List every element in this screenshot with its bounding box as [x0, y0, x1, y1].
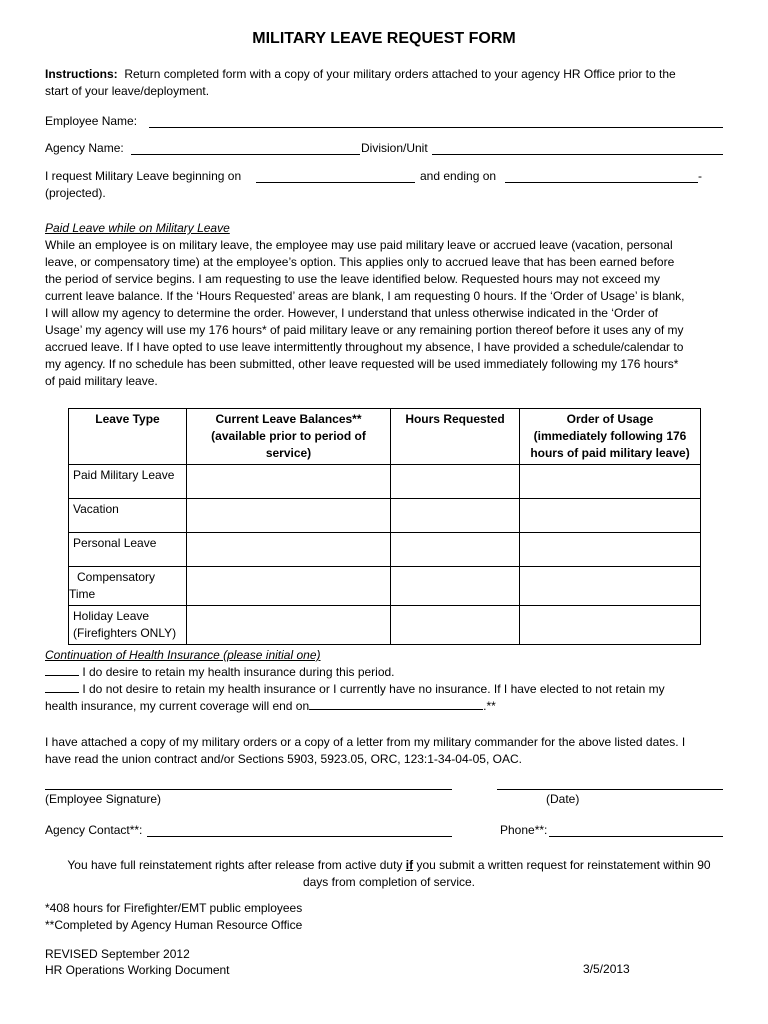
division-field[interactable] [432, 154, 723, 155]
request-end-label: and ending on [420, 169, 497, 183]
header-balances-line: Current Leave Balances** [215, 412, 362, 426]
cell-order[interactable] [520, 533, 701, 567]
instructions-line2: start of your leave/deployment. [45, 84, 210, 98]
insurance-heading: Continuation of Health Insurance (please initial one) [45, 648, 321, 662]
cell-hours[interactable] [391, 499, 520, 533]
cell-hours[interactable] [391, 606, 520, 645]
cell-order[interactable] [520, 567, 701, 606]
cell-balance[interactable] [187, 533, 391, 567]
paid-leave-line: leave, or compensatory time) at the employee’s option. This applies only to accrued leave that has been earned before [45, 255, 675, 269]
header-order-of-usage [520, 409, 701, 465]
header-balances-line: (available prior to period of [211, 429, 366, 443]
insurance-section [45, 647, 725, 715]
paid-leave-section [45, 220, 725, 390]
initial-blank-1[interactable] [45, 675, 79, 676]
reinstatement-part2: you submit a written request for reinstatement within 90 [416, 858, 711, 872]
header-order-line: (immediately following 176 [533, 429, 687, 443]
form-title: MILITARY LEAVE REQUEST FORM [252, 30, 516, 47]
table-row [69, 533, 701, 567]
footer-left [45, 946, 230, 978]
footer-revised: REVISED September 2012 [45, 947, 190, 961]
leave-table [68, 408, 701, 645]
table-row [69, 567, 701, 606]
header-balances-line: service) [265, 446, 312, 460]
paid-leave-line: the period of service begins. I am requesting to use the leave identified below. Requested hours may not exceed my [45, 272, 661, 286]
attached-line1: I have attached a copy of my military orders or a copy of a letter from my military commander for the above listed dates. I [45, 735, 686, 749]
initial-blank-2[interactable] [45, 692, 79, 693]
insurance-option2: I do not desire to retain my health insurance or I currently have no insurance. If I have elected to not retain my [82, 682, 665, 696]
row-label-compensatory [69, 567, 187, 606]
phone-field[interactable] [549, 836, 723, 837]
reinstatement-notice [45, 857, 733, 891]
employee-signature-label: (Employee Signature) [45, 792, 162, 806]
agency-contact-field[interactable] [147, 836, 452, 837]
row-label-paid-military: Paid Military Leave [69, 465, 187, 499]
cell-balance[interactable] [187, 465, 391, 499]
row-label-line: Compensatory [77, 570, 156, 584]
row-label-line: Holiday Leave [73, 609, 150, 623]
reinstatement-part1: You have full reinstatement rights after release from active duty [67, 858, 403, 872]
paid-leave-line: Usage’ my agency will use my 176 hours* of paid military leave or any remaining portion thereof before it uses any of my [45, 323, 684, 337]
row-label-holiday [69, 606, 187, 645]
date-label: (Date) [546, 792, 580, 806]
insurance-option1: I do desire to retain my health insurance during this period. [82, 665, 395, 679]
row-label-line: (Firefighters ONLY) [73, 626, 177, 640]
cell-balance[interactable] [187, 499, 391, 533]
paid-leave-line: accrued leave. If I have opted to use leave intermittently throughout my absence, I have provided a schedule/calendar to [45, 340, 684, 354]
table-header-row [69, 409, 701, 465]
header-order-line: hours of paid military leave) [530, 446, 690, 460]
header-order-line: Order of Usage [566, 412, 654, 426]
row-label-personal: Personal Leave [69, 533, 187, 567]
request-dash: - [698, 169, 702, 183]
agency-name-label: Agency Name: [45, 141, 124, 155]
coverage-end-field[interactable] [309, 709, 483, 710]
header-hours-requested: Hours Requested [391, 409, 520, 465]
instructions-line1: Return completed form with a copy of your military orders attached to your agency HR Office prior to the [124, 67, 676, 81]
attached-line2: have read the union contract and/or Sections 5903, 5923.05, ORC, 123:1-34-04-05, OAC. [45, 752, 522, 766]
attached-statement [45, 734, 725, 768]
paid-leave-line: my agency. If no schedule has been submitted, other leave requested will be used immediately following my 176 hours* [45, 357, 679, 371]
header-leave-type: Leave Type [69, 409, 187, 465]
phone-label: Phone**: [500, 823, 548, 837]
footnote-2: **Completed by Agency Human Resource Office [45, 918, 303, 932]
division-label: Division/Unit [361, 141, 428, 155]
agency-contact-label: Agency Contact**: [45, 823, 143, 837]
table-row [69, 465, 701, 499]
paid-leave-line: While an employee is on military leave, the employee may use paid military leave or accrued leave (vacation, personal [45, 238, 673, 252]
employee-name-label: Employee Name: [45, 114, 138, 128]
reinstatement-line2: days from completion of service. [302, 875, 476, 889]
reinstatement-if: if [405, 858, 414, 872]
table-row [69, 499, 701, 533]
employee-name-field[interactable] [149, 127, 723, 128]
paid-leave-heading: Paid Leave while on Military Leave [45, 221, 230, 235]
insurance-option2-end: .** [483, 699, 496, 713]
row-label-line: Time [69, 587, 96, 601]
footnote-1: *408 hours for Firefighter/EMT public employees [45, 901, 303, 915]
instructions-label: Instructions: [45, 67, 118, 81]
footer-doc: HR Operations Working Document [45, 963, 230, 977]
paid-leave-line: I will allow my agency to determine the order. However, I understand that unless otherwise indicated in the ‘Order of [45, 306, 658, 320]
cell-order[interactable] [520, 606, 701, 645]
cell-order[interactable] [520, 465, 701, 499]
table-row [69, 606, 701, 645]
date-field[interactable] [497, 789, 723, 790]
cell-order[interactable] [520, 499, 701, 533]
footnotes [45, 900, 725, 934]
cell-balance[interactable] [187, 606, 391, 645]
request-start-label: I request Military Leave beginning on [45, 169, 242, 183]
paid-leave-line: of paid military leave. [45, 374, 158, 388]
projected-label: (projected). [45, 186, 106, 200]
footer-date: 3/5/2013 [583, 962, 630, 976]
header-balances [187, 409, 391, 465]
employee-signature-field[interactable] [45, 789, 452, 790]
cell-balance[interactable] [187, 567, 391, 606]
leave-end-field[interactable] [505, 182, 698, 183]
insurance-option2-cont: health insurance, my current coverage will end on [45, 699, 310, 713]
cell-hours[interactable] [391, 533, 520, 567]
row-label-vacation: Vacation [69, 499, 187, 533]
paid-leave-line: current leave balance. If the ‘Hours Requested’ areas are blank, I am requesting 0 hours. If the ‘Order of Usage’ is blank, [45, 289, 685, 303]
leave-start-field[interactable] [256, 182, 415, 183]
cell-hours[interactable] [391, 567, 520, 606]
agency-name-field[interactable] [131, 154, 360, 155]
cell-hours[interactable] [391, 465, 520, 499]
instructions [45, 66, 725, 100]
